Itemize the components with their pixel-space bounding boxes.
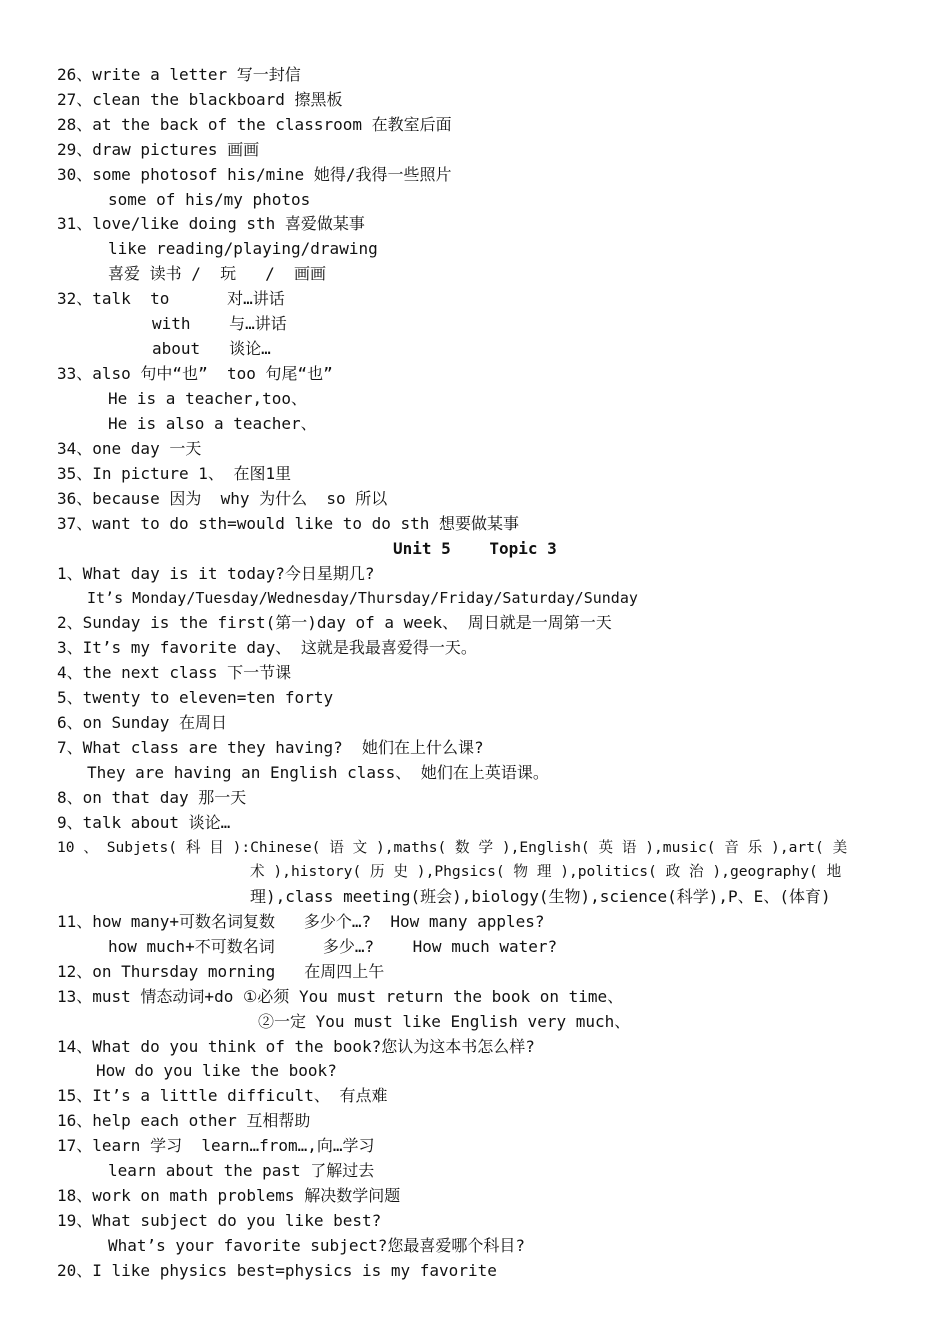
text-line: They are having an English class、 她们在上英语课。 <box>87 763 549 782</box>
text-line: How do you like the book? <box>96 1061 337 1080</box>
text-line: He is also a teacher、 <box>108 414 317 433</box>
text-line: 28、at the back of the classroom 在教室后面 <box>57 115 452 134</box>
text-line: What’s your favorite subject?您最喜爱哪个科目? <box>108 1236 525 1255</box>
text-line: 理),class meeting(班会),biology(生物),science(科学),P、E、(体育) <box>250 887 831 906</box>
text-line: 15、It’s a little difficult、 有点难 <box>57 1086 388 1105</box>
text-line: 37、want to do sth=would like to do sth 想要做某事 <box>57 514 520 533</box>
text-line: 29、draw pictures 画画 <box>57 140 260 159</box>
text-line: 2、Sunday is the first(第一)day of a week、 周日就是一周第一天 <box>57 613 612 632</box>
text-line: how much+不可数名词 多少…? How much water? <box>108 937 558 956</box>
text-line: 32、talk to 对…讲话 <box>57 289 285 308</box>
text-line: 16、help each other 互相帮助 <box>57 1111 311 1130</box>
text-line: 27、clean the blackboard 擦黑板 <box>57 90 343 109</box>
text-line: 1、What day is it today?今日星期几? <box>57 564 375 583</box>
text-line: 3、It’s my favorite day、 这就是我最喜爱得一天。 <box>57 638 477 657</box>
text-line: 5、twenty to eleven=ten forty <box>57 688 334 707</box>
text-line: 13、must 情态动词+do ①必须 You must return the book on time、 <box>57 987 624 1006</box>
text-line: 9、talk about 谈论… <box>57 813 231 832</box>
text-line: He is a teacher,too、 <box>108 389 308 408</box>
text-line: 12、on Thursday morning 在周四上午 <box>57 962 385 981</box>
text-line: 33、also 句中“也” too 句尾“也” <box>57 364 333 383</box>
section-heading: Unit 5 Topic 3 <box>393 539 557 558</box>
text-line: 35、In picture 1、 在图1里 <box>57 464 292 483</box>
text-line: 10 、 Subjets( 科 目 ):Chinese( 语 文 ),maths( 数 学 ),English( 英 语 ),music( 音 乐 ),art( 美 <box>57 839 848 856</box>
text-line: It’s Monday/Tuesday/Wednesday/Thursday/Friday/Saturday/Sunday <box>87 589 638 607</box>
text-line: 喜爱 读书 / 玩 / 画画 <box>108 264 326 283</box>
text-line: 34、one day 一天 <box>57 439 202 458</box>
text-line: 6、on Sunday 在周日 <box>57 713 227 732</box>
text-line: 14、What do you think of the book?您认为这本书怎么样? <box>57 1037 535 1056</box>
text-line: learn about the past 了解过去 <box>108 1161 375 1180</box>
text-line: 术 ),history( 历 史 ),Phgsics( 物 理 ),politics( 政 治 ),geography( 地 <box>250 863 842 880</box>
text-line: 36、because 因为 why 为什么 so 所以 <box>57 489 388 508</box>
text-line: 17、learn 学习 learn…from…,向…学习 <box>57 1136 375 1155</box>
text-line: 26、write a letter 写一封信 <box>57 65 301 84</box>
text-line: with 与…讲话 <box>152 314 287 333</box>
text-line: 30、some photosof his/mine 她得/我得一些照片 <box>57 165 452 184</box>
text-line: 20、I like physics best=physics is my favorite <box>57 1261 497 1280</box>
text-line: 7、What class are they having? 她们在上什么课? <box>57 738 484 757</box>
text-line: some of his/my photos <box>108 190 311 209</box>
text-line: 11、how many+可数名词复数 多少个…? How many apples? <box>57 912 545 931</box>
text-line: 8、on that day 那一天 <box>57 788 247 807</box>
text-line: 18、work on math problems 解决数学问题 <box>57 1186 401 1205</box>
text-line: 19、What subject do you like best? <box>57 1211 382 1230</box>
text-line: about 谈论… <box>152 339 271 358</box>
text-line: like reading/playing/drawing <box>108 239 378 258</box>
text-line: 4、the next class 下一节课 <box>57 663 292 682</box>
text-line: ②一定 You must like English very much、 <box>258 1012 631 1031</box>
text-line: 31、love/like doing sth 喜爱做某事 <box>57 214 365 233</box>
